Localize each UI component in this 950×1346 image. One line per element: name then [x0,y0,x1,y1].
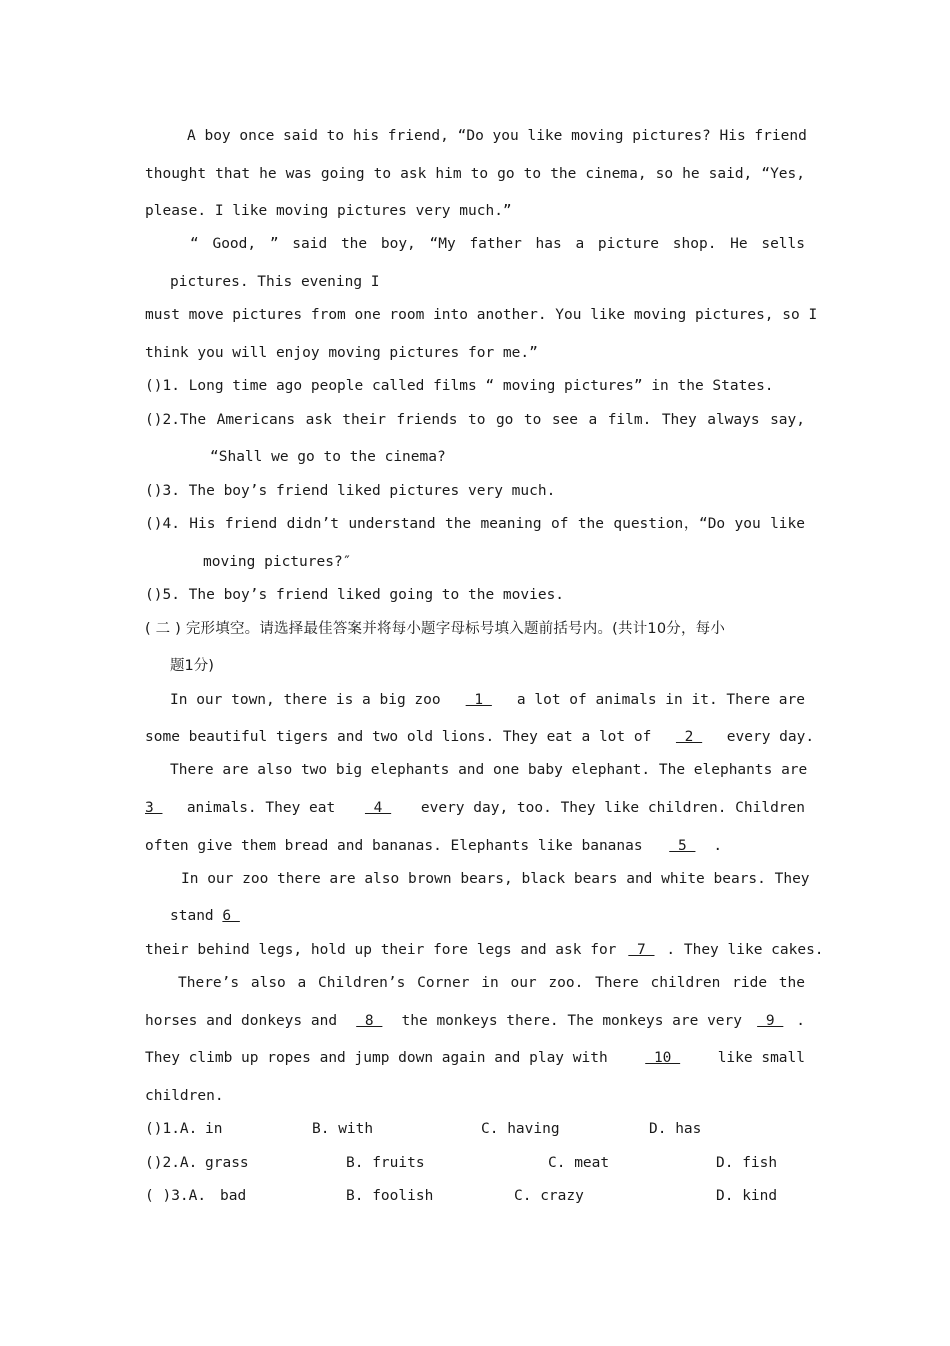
cloze-line: often give them bread and bananas. Elephants like bananas 5 . [145,838,723,854]
document-page: A boy once said to his friend, “Do you like moving pictures? His friend thought that he was going to ask him to go to the cinema, so he said, “Yes, please. I like moving pictures very much.” “ Good, ” said the boy, “My father has a picture shop. He sells pictures. This evening I must move pictures from one room into another. You like moving pictures, so I think you will enjoy moving pictures for me.” ()1. Long time ago people called films “ moving pictures” in the States. ()2.The Americans ask their friends to go to see a film. They always say, “Shall we go to the cinema? ()3. The boy’s friend liked pictures very much. ()4. His friend didn’t understand the meaning of the question，“Do you like moving pictures?″ ()5. The boy’s friend liked going to the movies. ( 二 ) 完形填空。请选择最佳答案并将每小题字母标号填入题前括号内。(共计10分，每小 题1分) In our town, there is a big zoo 1 a lot of animals in it. There are some beautiful tigers and two old lions. They eat a lot of 2 every day. There are also two big elephants and one baby elephant. The elephants are 3 animals. They eat 4 every day, too. They like children. Children often give them bread and bananas. Elephants like bananas 5 . In our zoo there are also brown bears, black bears and white bears. They stand 6 their behind legs, hold up their fore legs and ask for 7 . They like cakes. There’s also a Children’s Corner in our zoo. There children ride the horses and donkeys and 8 the monkeys there. The monkeys are very 9 . They climb up ropes and jump down again and play with 10 like small children. ()1.A. in B. with C. having D. has ()2.A. grass B. fruits C. meat D. fish ( )3.A. bad B. foolish C. crazy D. kind [0,0,950,1346]
option-a: grass [205,1155,249,1171]
passage-line: A boy once said to his friend, “Do you like moving pictures? His friend [187,128,807,144]
cloze-line: There are also two big elephants and one baby elephant. The elephants are [170,762,808,778]
option-a: bad [220,1188,247,1204]
question-5: ()5. The boy’s friend liked going to the movies. [145,587,565,603]
cloze-line: children. [145,1088,224,1104]
question-2: ()2.The Americans ask their friends to go to see a film. They always say, [145,412,805,428]
option-b: B. fruits [346,1155,425,1171]
blank-10: 10 [645,1050,681,1066]
option-c: C. crazy [514,1188,584,1204]
cloze-line: There’s also a Children’s Corner in our zoo. There children ride the [178,975,805,991]
blank-1: 1 [465,692,492,708]
option-c: C. having [481,1121,560,1137]
option-a: in [205,1121,223,1137]
cloze-line: 3 animals. They eat 4 every day, too. They like children. Children [145,800,805,816]
blank-9: 9 [757,1013,784,1029]
option-d: D. kind [716,1188,778,1204]
section-heading-continued: 题1分) [170,658,214,674]
cloze-line: They climb up ropes and jump down again and play with 10 like small [145,1050,805,1066]
question-3: ()3. The boy’s friend liked pictures very much. [145,483,556,499]
question-1: ()1. Long time ago people called films “ moving pictures” in the States. [145,378,774,394]
passage-line: please. I like moving pictures very much.” [145,203,512,219]
blank-3: 3 [145,800,163,816]
blank-7: 7 [628,942,655,958]
passage-line: thought that he was going to ask him to go to the cinema, so he said, “Yes, [145,166,805,182]
passage-line: pictures. This evening I [170,274,380,290]
option-c: C. meat [548,1155,610,1171]
question-4: ()4. His friend didn’t understand the meaning of the question，“Do you like [145,516,805,532]
passage-line: must move pictures from one room into another. You like moving pictures, so I [145,307,818,323]
question-2-continued: “Shall we go to the cinema? [210,449,446,465]
cloze-line: stand 6 [170,907,830,925]
blank-5: 5 [669,838,696,854]
blank-6: 6 [222,908,240,924]
section-heading: ( 二 ) 完形填空。请选择最佳答案并将每小题字母标号填入题前括号内。(共计10分，每小 [145,621,726,637]
option-b: B. foolish [346,1188,434,1204]
option-b: B. with [312,1121,374,1137]
passage-line: “ Good, ” said the boy, “My father has a picture shop. He sells [190,236,805,252]
passage-line: think you will enjoy moving pictures for me.” [145,345,538,361]
blank-2: 2 [675,729,703,745]
blank-4: 4 [364,800,392,816]
option-d: D. has [649,1121,702,1137]
cloze-line: some beautiful tigers and two old lions. They eat a lot of 2 every day. [145,729,815,745]
cloze-line: In our zoo there are also brown bears, black bears and white bears. They [181,871,810,887]
cloze-line: horses and donkeys and 8 the monkeys there. The monkeys are very 9 . [145,1013,805,1029]
cloze-line: their behind legs, hold up their fore legs and ask for 7 . They like cakes. [145,942,824,958]
cloze-line: In our town, there is a big zoo 1 a lot of animals in it. There are [170,692,805,708]
blank-8: 8 [356,1013,383,1029]
option-d: D. fish [716,1155,778,1171]
question-4-continued: moving pictures?″ [203,554,352,570]
